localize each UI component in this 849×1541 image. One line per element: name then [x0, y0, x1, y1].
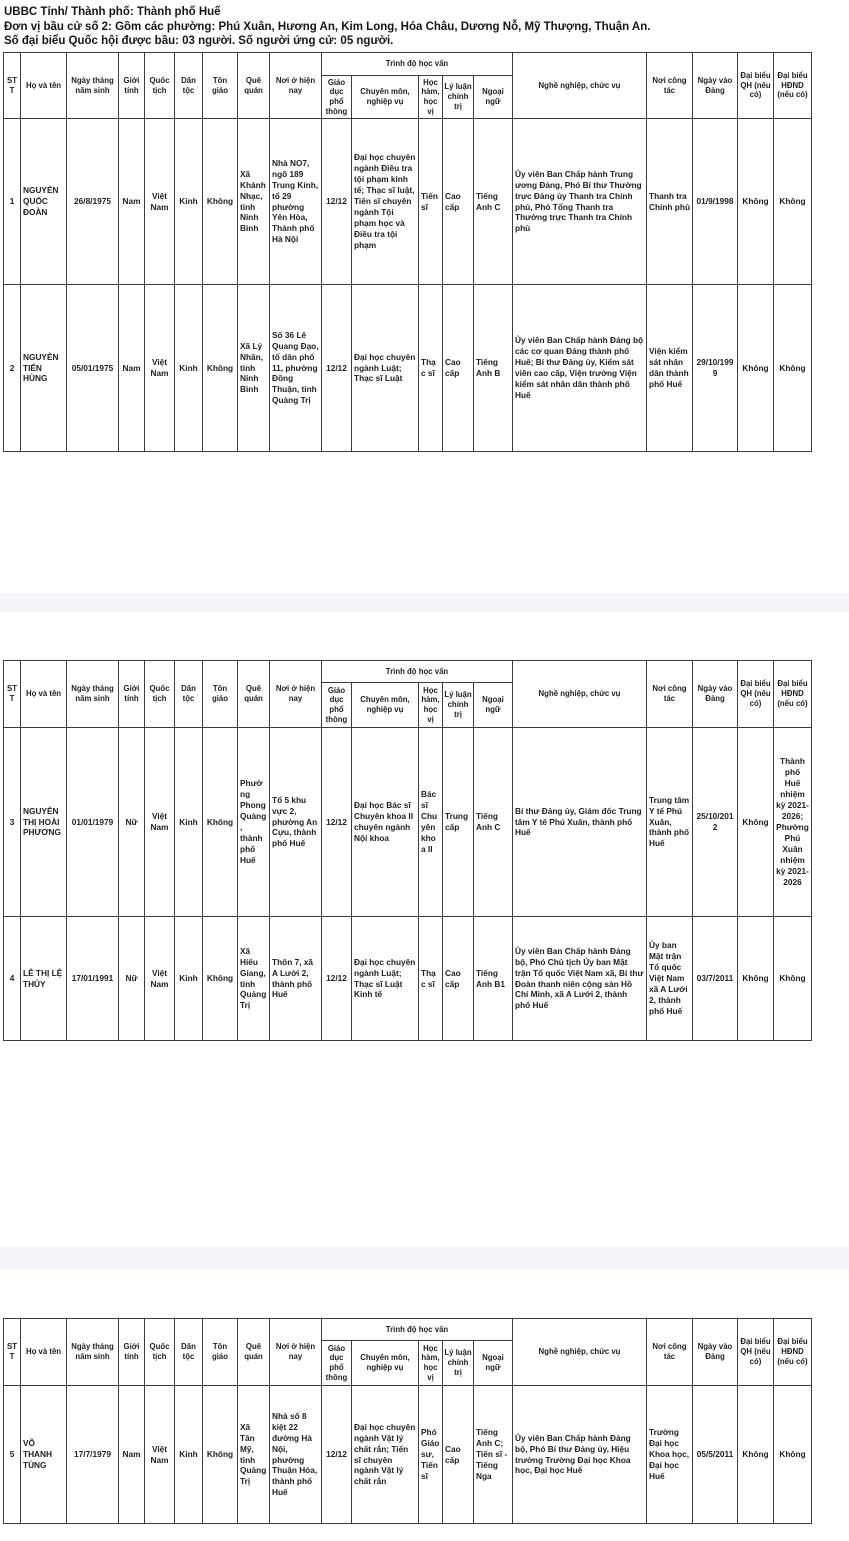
cell-ly-luan-chinh-tri: Cao cấp: [443, 1386, 474, 1524]
column-header-giao-duc-pho-thong: Giáo dục phổ thông: [322, 76, 352, 119]
cell-chuyen-mon-nghiep-vu: Đại học Bác sĩ Chuyên khoa II chuyên ngành Nội khoa: [352, 728, 419, 917]
cell-dai-bieu-hdnd: Không: [774, 917, 812, 1041]
column-header-chuyen-mon-nghiep-vu: Chuyên môn, nghiệp vụ: [352, 1341, 419, 1386]
header-line-so-dai-bieu: Số đại biểu Quốc hội được bầu: 03 người. Số người ứng cử: 05 người.: [4, 35, 394, 48]
column-group-header-trinh-do-hoc-van: Trình độ học vấn: [322, 53, 513, 76]
column-header-nghe-nghiep-chuc-vu: Nghề nghiệp, chức vụ: [513, 53, 647, 119]
column-header-ho-va-ten: Họ và tên: [21, 53, 67, 119]
cell-noi-o-hien-nay: Tổ 5 khu vực 2, phường An Cựu, thành phố Huế: [270, 728, 322, 917]
cell-noi-o-hien-nay: Số 36 Lê Quang Đạo, tổ dân phố 11, phường Đồng Thuận, tỉnh Quảng Trị: [270, 285, 322, 452]
cell-nghe-nghiep-chuc-vu: Ủy viên Ban Chấp hành Đảng bộ, Phó Chủ tịch Ủy ban Mặt trận Tổ quốc Việt Nam xã, Bí thư Đoàn thanh niên cộng sản Hồ Chí Minh, xã A Lưới 2, thành phố Huế: [513, 917, 647, 1041]
cell-chuyen-mon-nghiep-vu: Đại học chuyên ngành Điều tra tội phạm kinh tế; Thạc sĩ luật, Tiến sĩ chuyên ngành Tội phạm học và Điều tra tội phạm: [352, 119, 419, 285]
column-header-quoc-tich: Quốc tịch: [145, 661, 175, 728]
cell-nghe-nghiep-chuc-vu: Ủy viên Ban Chấp hành Đảng bộ, Phó Bí thư Đảng ủy, Hiệu trưởng Trường Đại học Khoa học, Đại học Huế: [513, 1386, 647, 1524]
cell-dai-bieu-hdnd: Không: [774, 285, 812, 452]
cell-noi-cong-tac: Trung tâm Y tế Phú Xuân, thành phố Huế: [647, 728, 693, 917]
cell-dai-bieu-qh: Không: [738, 917, 774, 1041]
column-header-quoc-tich: Quốc tịch: [145, 53, 175, 119]
cell-stt: 3: [4, 728, 21, 917]
cell-ngay-sinh: 17/01/1991: [67, 917, 119, 1041]
column-group-header-trinh-do-hoc-van: Trình độ học vấn: [322, 661, 513, 683]
column-header-dan-toc: Dân tộc: [175, 53, 203, 119]
cell-que-quan: Xã Khánh Nhạc, tỉnh Ninh Bình: [238, 119, 270, 285]
candidate-table: [3, 52, 812, 452]
cell-giao-duc-pho-thong: 12/12: [322, 1386, 352, 1524]
cell-ngoai-ngu: Tiếng Anh B: [474, 285, 513, 452]
column-header-noi-o-hien-nay: Nơi ở hiện nay: [270, 53, 322, 119]
candidate-row: [4, 917, 812, 1041]
cell-ton-giao: Không: [203, 1386, 238, 1524]
cell-dai-bieu-qh: Không: [738, 728, 774, 917]
cell-que-quan: Phường Phong Quảng, thành phố Huế: [238, 728, 270, 917]
cell-gioi-tinh: Nam: [119, 119, 145, 285]
cell-ly-luan-chinh-tri: Trung cấp: [443, 728, 474, 917]
column-header-ho-va-ten: Họ và tên: [21, 1319, 67, 1386]
cell-hoc-ham-hoc-vi: Tiến sĩ: [419, 119, 443, 285]
column-header-que-quan: Quê quán: [238, 661, 270, 728]
cell-quoc-tich: Việt Nam: [145, 1386, 175, 1524]
cell-ngoai-ngu: Tiếng Anh C: [474, 728, 513, 917]
column-header-ngay-sinh: Ngày tháng năm sinh: [67, 1319, 119, 1386]
column-header-gioi-tinh: Giới tính: [119, 661, 145, 728]
cell-hoc-ham-hoc-vi: Thạc sĩ: [419, 917, 443, 1041]
candidate-table: [3, 660, 812, 1041]
header-line-don-vi-bau-cu: Đơn vị bầu cử số 2: Gồm các phường: Phú Xuân, Hương An, Kim Long, Hóa Châu, Dương Nỗ, Mỹ Thượng, Thuận An.: [4, 20, 651, 33]
column-header-hoc-ham-hoc-vi: Học hàm, học vị: [419, 76, 443, 119]
column-header-giao-duc-pho-thong: Giáo dục phổ thông: [322, 683, 352, 728]
cell-giao-duc-pho-thong: 12/12: [322, 285, 352, 452]
column-header-que-quan: Quê quán: [238, 53, 270, 119]
cell-gioi-tinh: Nữ: [119, 917, 145, 1041]
column-header-hoc-ham-hoc-vi: Học hàm, học vị: [419, 683, 443, 728]
cell-dai-bieu-hdnd: Không: [774, 1386, 812, 1524]
cell-hoc-ham-hoc-vi: Phó Giáo sư, Tiến sĩ: [419, 1386, 443, 1524]
cell-stt: 1: [4, 119, 21, 285]
column-header-dai-bieu-qh: Đại biểu QH (nếu có): [738, 661, 774, 728]
page-separator: [0, 1247, 849, 1270]
cell-giao-duc-pho-thong: 12/12: [322, 119, 352, 285]
cell-stt: 2: [4, 285, 21, 452]
column-header-hoc-ham-hoc-vi: Học hàm, học vị: [419, 1341, 443, 1386]
column-header-ton-giao: Tôn giáo: [203, 53, 238, 119]
cell-noi-o-hien-nay: Thôn 7, xã A Lưới 2, thành phố Huế: [270, 917, 322, 1041]
cell-gioi-tinh: Nam: [119, 1386, 145, 1524]
candidate-row: [4, 285, 812, 452]
cell-ton-giao: Không: [203, 728, 238, 917]
cell-chuyen-mon-nghiep-vu: Đại học chuyên ngành Vật lý chất rắn; Tiến sĩ chuyên ngành Vật lý chất rắn: [352, 1386, 419, 1524]
cell-noi-o-hien-nay: Nhà số 8 kiệt 22 đường Hà Nội, phường Thuận Hóa, thành phố Huế: [270, 1386, 322, 1524]
cell-ngay-vao-dang: 05/5/2011: [693, 1386, 738, 1524]
cell-dan-toc: Kinh: [175, 1386, 203, 1524]
candidate-row: [4, 119, 812, 285]
cell-quoc-tich: Việt Nam: [145, 285, 175, 452]
column-header-quoc-tich: Quốc tịch: [145, 1319, 175, 1386]
column-header-dai-bieu-hdnd: Đại biểu HĐND (nếu có): [774, 661, 812, 728]
cell-dai-bieu-qh: Không: [738, 285, 774, 452]
cell-ngay-sinh: 26/8/1975: [67, 119, 119, 285]
cell-ngay-vao-dang: 01/9/1998: [693, 119, 738, 285]
cell-stt: 4: [4, 917, 21, 1041]
cell-nghe-nghiep-chuc-vu: Bí thư Đảng ủy, Giám đốc Trung tâm Y tế Phú Xuân, thành phố Huế: [513, 728, 647, 917]
column-header-ngoai-ngu: Ngoại ngữ: [474, 76, 513, 119]
column-header-ngay-vao-dang: Ngày vào Đảng: [693, 661, 738, 728]
cell-ho-va-ten: VÕ THANH TÙNG: [21, 1386, 67, 1524]
column-header-dai-bieu-qh: Đại biểu QH (nếu có): [738, 1319, 774, 1386]
cell-ngay-vao-dang: 29/10/1999: [693, 285, 738, 452]
page-separator: [0, 593, 849, 612]
cell-que-quan: Xã Tân Mỹ, tỉnh Quảng Trị: [238, 1386, 270, 1524]
column-header-ly-luan-chinh-tri: Lý luận chính trị: [443, 683, 474, 728]
column-header-dan-toc: Dân tộc: [175, 661, 203, 728]
column-header-dan-toc: Dân tộc: [175, 1319, 203, 1386]
cell-ngoai-ngu: Tiếng Anh B1: [474, 917, 513, 1041]
cell-que-quan: Xã Hiếu Giang, tỉnh Quảng Trị: [238, 917, 270, 1041]
column-header-stt: STT: [4, 53, 21, 119]
cell-noi-cong-tac: Thanh tra Chính phủ: [647, 119, 693, 285]
cell-noi-o-hien-nay: Nhà NO7, ngõ 189 Trung Kính, tổ 29 phường Yên Hòa, Thành phố Hà Nội: [270, 119, 322, 285]
column-header-ngay-vao-dang: Ngày vào Đảng: [693, 1319, 738, 1386]
column-header-ngoai-ngu: Ngoại ngữ: [474, 683, 513, 728]
cell-ngay-vao-dang: 03/7/2011: [693, 917, 738, 1041]
cell-chuyen-mon-nghiep-vu: Đại học chuyên ngành Luật; Thạc sĩ Luật Kinh tế: [352, 917, 419, 1041]
cell-dan-toc: Kinh: [175, 119, 203, 285]
column-header-que-quan: Quê quán: [238, 1319, 270, 1386]
column-header-ngay-vao-dang: Ngày vào Đảng: [693, 53, 738, 119]
column-header-chuyen-mon-nghiep-vu: Chuyên môn, nghiệp vụ: [352, 76, 419, 119]
cell-ton-giao: Không: [203, 285, 238, 452]
cell-ho-va-ten: NGUYỄN QUỐC ĐOÀN: [21, 119, 67, 285]
cell-dan-toc: Kinh: [175, 728, 203, 917]
column-header-noi-o-hien-nay: Nơi ở hiện nay: [270, 661, 322, 728]
column-header-ngoai-ngu: Ngoại ngữ: [474, 1341, 513, 1386]
column-header-gioi-tinh: Giới tính: [119, 1319, 145, 1386]
column-header-ly-luan-chinh-tri: Lý luận chính trị: [443, 76, 474, 119]
cell-ly-luan-chinh-tri: Cao cấp: [443, 119, 474, 285]
column-header-chuyen-mon-nghiep-vu: Chuyên môn, nghiệp vụ: [352, 683, 419, 728]
cell-chuyen-mon-nghiep-vu: Đại học chuyên ngành Luật; Thạc sĩ Luật: [352, 285, 419, 452]
column-header-ngay-sinh: Ngày tháng năm sinh: [67, 53, 119, 119]
cell-dai-bieu-qh: Không: [738, 1386, 774, 1524]
cell-gioi-tinh: Nữ: [119, 728, 145, 917]
cell-gioi-tinh: Nam: [119, 285, 145, 452]
cell-giao-duc-pho-thong: 12/12: [322, 728, 352, 917]
column-header-noi-o-hien-nay: Nơi ở hiện nay: [270, 1319, 322, 1386]
document-header: [4, 5, 834, 49]
cell-quoc-tich: Việt Nam: [145, 119, 175, 285]
cell-ly-luan-chinh-tri: Cao cấp: [443, 917, 474, 1041]
cell-dan-toc: Kinh: [175, 285, 203, 452]
candidate-row: [4, 728, 812, 917]
column-header-stt: STT: [4, 1319, 21, 1386]
cell-ton-giao: Không: [203, 917, 238, 1041]
cell-ho-va-ten: LÊ THỊ LỆ THỦY: [21, 917, 67, 1041]
column-header-dai-bieu-qh: Đại biểu QH (nếu có): [738, 53, 774, 119]
column-header-ly-luan-chinh-tri: Lý luận chính trị: [443, 1341, 474, 1386]
column-header-dai-bieu-hdnd: Đại biểu HĐND (nếu có): [774, 53, 812, 119]
column-group-header-trinh-do-hoc-van: Trình độ học vấn: [322, 1319, 513, 1341]
cell-ngoai-ngu: Tiếng Anh C; Tiến sĩ - Tiếng Nga: [474, 1386, 513, 1524]
cell-ly-luan-chinh-tri: Cao cấp: [443, 285, 474, 452]
column-header-ngay-sinh: Ngày tháng năm sinh: [67, 661, 119, 728]
cell-ngay-sinh: 17/7/1979: [67, 1386, 119, 1524]
cell-noi-cong-tac: Trường Đại học Khoa học, Đại học Huế: [647, 1386, 693, 1524]
column-header-ton-giao: Tôn giáo: [203, 1319, 238, 1386]
cell-quoc-tich: Việt Nam: [145, 728, 175, 917]
column-header-dai-bieu-hdnd: Đại biểu HĐND (nếu có): [774, 1319, 812, 1386]
cell-dai-bieu-hdnd: Không: [774, 119, 812, 285]
candidate-row: [4, 1386, 812, 1524]
cell-noi-cong-tac: Ủy ban Mặt trận Tổ quốc Việt Nam xã A Lưới 2, thành phố Huế: [647, 917, 693, 1041]
cell-ho-va-ten: NGUYỄN THỊ HOÀI PHƯƠNG: [21, 728, 67, 917]
cell-nghe-nghiep-chuc-vu: Ủy viên Ban Chấp hành Đảng bộ các cơ quan Đảng thành phố Huế; Bí thư Đảng ủy, Kiểm sát viên cao cấp, Viện trưởng Viện kiểm sát nhân dân thành phố Huế: [513, 285, 647, 452]
cell-ngay-sinh: 01/01/1979: [67, 728, 119, 917]
cell-que-quan: Xã Lý Nhân, tỉnh Ninh Bình: [238, 285, 270, 452]
column-header-ton-giao: Tôn giáo: [203, 661, 238, 728]
column-header-noi-cong-tac: Nơi công tác: [647, 1319, 693, 1386]
column-header-noi-cong-tac: Nơi công tác: [647, 661, 693, 728]
cell-dai-bieu-qh: Không: [738, 119, 774, 285]
column-header-stt: STT: [4, 661, 21, 728]
cell-ngoai-ngu: Tiếng Anh C: [474, 119, 513, 285]
cell-dan-toc: Kinh: [175, 917, 203, 1041]
cell-hoc-ham-hoc-vi: Bác sĩ Chuyên khoa II: [419, 728, 443, 917]
column-header-gioi-tinh: Giới tính: [119, 53, 145, 119]
header-line-ubbc: UBBC Tỉnh/ Thành phố: Thành phố Huế: [4, 6, 221, 18]
candidate-table: [3, 1318, 812, 1524]
cell-giao-duc-pho-thong: 12/12: [322, 917, 352, 1041]
cell-dai-bieu-hdnd: Thành phố Huế nhiệm kỳ 2021-2026; Phường Phú Xuân nhiệm kỳ 2021-2026: [774, 728, 812, 917]
cell-hoc-ham-hoc-vi: Thạc sĩ: [419, 285, 443, 452]
column-header-ho-va-ten: Họ và tên: [21, 661, 67, 728]
column-header-noi-cong-tac: Nơi công tác: [647, 53, 693, 119]
cell-ton-giao: Không: [203, 119, 238, 285]
cell-ngay-vao-dang: 25/10/2012: [693, 728, 738, 917]
cell-stt: 5: [4, 1386, 21, 1524]
cell-noi-cong-tac: Viện kiểm sát nhân dân thành phố Huế: [647, 285, 693, 452]
cell-ngay-sinh: 05/01/1975: [67, 285, 119, 452]
column-header-nghe-nghiep-chuc-vu: Nghề nghiệp, chức vụ: [513, 661, 647, 728]
column-header-giao-duc-pho-thong: Giáo dục phổ thông: [322, 1341, 352, 1386]
cell-nghe-nghiep-chuc-vu: Ủy viên Ban Chấp hành Trung ương Đảng, Phó Bí thư Thường trực Đảng ủy Thanh tra Chính phủ, Phó Tổng Thanh tra Thường trực Thanh tra Chính phủ: [513, 119, 647, 285]
cell-ho-va-ten: NGUYỄN TIẾN HÙNG: [21, 285, 67, 452]
column-header-nghe-nghiep-chuc-vu: Nghề nghiệp, chức vụ: [513, 1319, 647, 1386]
cell-quoc-tich: Việt Nam: [145, 917, 175, 1041]
